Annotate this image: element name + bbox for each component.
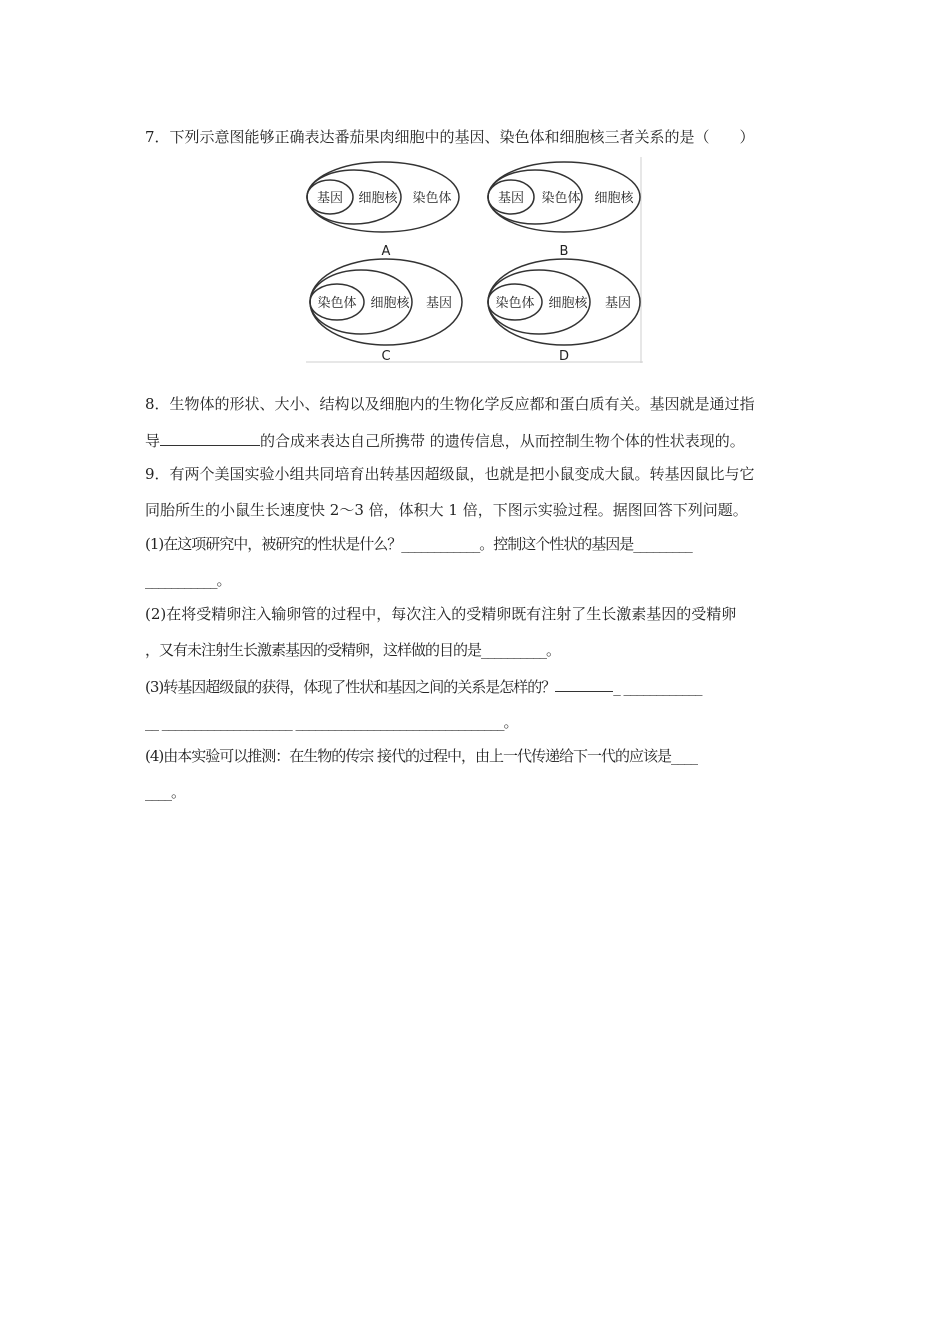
option-b-outer-label: 细胞核 bbox=[594, 191, 634, 206]
question-9-part-4-line-1: (4)由本实验可以推测：在生物的传宗 接代的过程中，由上一代传递给下一代的应该是____ bbox=[145, 747, 698, 765]
question-9-part-3-prefix: (3)转基因超级鼠的获得，体现了性状和基因之间的关系是怎样的？ bbox=[145, 678, 556, 696]
option-d-middle-label: 细胞核 bbox=[548, 296, 588, 311]
question-8-line-2 bbox=[145, 430, 745, 451]
option-a-letter: A bbox=[381, 244, 391, 259]
question-9-part-1-line-1: (1)在这项研究中，被研究的性状是什么？____________。控制这个性状的基因是_________ bbox=[145, 535, 692, 553]
option-a-inner-label: 基因 bbox=[316, 191, 344, 206]
option-a-outer-label: 染色体 bbox=[412, 191, 452, 206]
option-c-diagram bbox=[310, 259, 462, 363]
question-8-line-1: 8．生物体的形状、大小、结构以及细胞内的生物化学反应都和蛋白质有关。基因就是通过指 bbox=[145, 395, 755, 413]
option-d-diagram bbox=[488, 259, 640, 363]
option-c-letter: C bbox=[381, 349, 391, 363]
question-7-diagram bbox=[306, 157, 643, 363]
option-c-middle-label: 细胞核 bbox=[370, 296, 410, 311]
option-d-letter: D bbox=[558, 349, 570, 363]
option-c-inner-label: 染色体 bbox=[317, 296, 357, 311]
option-b-middle-label: 染色体 bbox=[541, 191, 581, 206]
question-9-part-2-line-1: (2)在将受精卵注入输卵管的过程中，每次注入的受精卵既有注射了生长激素基因的受精卵 bbox=[145, 605, 737, 623]
option-d-inner-label: 染色体 bbox=[495, 296, 535, 311]
question-9-part-4-line-2: ____。 bbox=[145, 783, 186, 801]
question-9-line-2: 同胎所生的小鼠生长速度快 2～3 倍，体积大 1 倍，下图示实验过程。据图回答下列问题。 bbox=[145, 501, 748, 519]
question-9-part-2-line-2: ，又有未注射生长激素基因的受精卵，这样做的目的是__________。 bbox=[145, 641, 561, 659]
option-b-letter: B bbox=[559, 244, 569, 259]
option-c-outer-label: 基因 bbox=[425, 296, 453, 311]
question-8-answer-blank[interactable] bbox=[160, 430, 260, 446]
question-8-line-2-suffix: 的合成来表达自己所携带 的遗传信息，从而控制生物个体的性状表现的。 bbox=[260, 432, 745, 450]
question-9-part-3-line-1 bbox=[145, 676, 702, 697]
option-d-outer-label: 基因 bbox=[604, 296, 632, 311]
question-9-part-3-line-2: __ ____________________ ________________________________。 bbox=[145, 713, 518, 731]
question-9-line-1: 9．有两个美国实验小组共同培育出转基因超级鼠，也就是把小鼠变成大鼠。转基因鼠比与它 bbox=[145, 465, 755, 483]
option-a-diagram bbox=[307, 162, 459, 259]
option-b-inner-label: 基因 bbox=[497, 191, 525, 206]
question-9-part-3-answer-blank[interactable] bbox=[555, 676, 613, 692]
option-a-middle-label: 细胞核 bbox=[358, 191, 398, 206]
option-b-diagram bbox=[488, 162, 640, 259]
question-7-text: 7．下列示意图能够正确表达番茄果肉细胞中的基因、染色体和细胞核三者关系的是（ ） bbox=[145, 128, 755, 146]
question-8-line-2-prefix: 导 bbox=[145, 432, 161, 450]
question-9-part-3-suffix: _ ____________ bbox=[613, 678, 702, 696]
question-9-part-1-line-2: ___________。 bbox=[145, 571, 231, 589]
